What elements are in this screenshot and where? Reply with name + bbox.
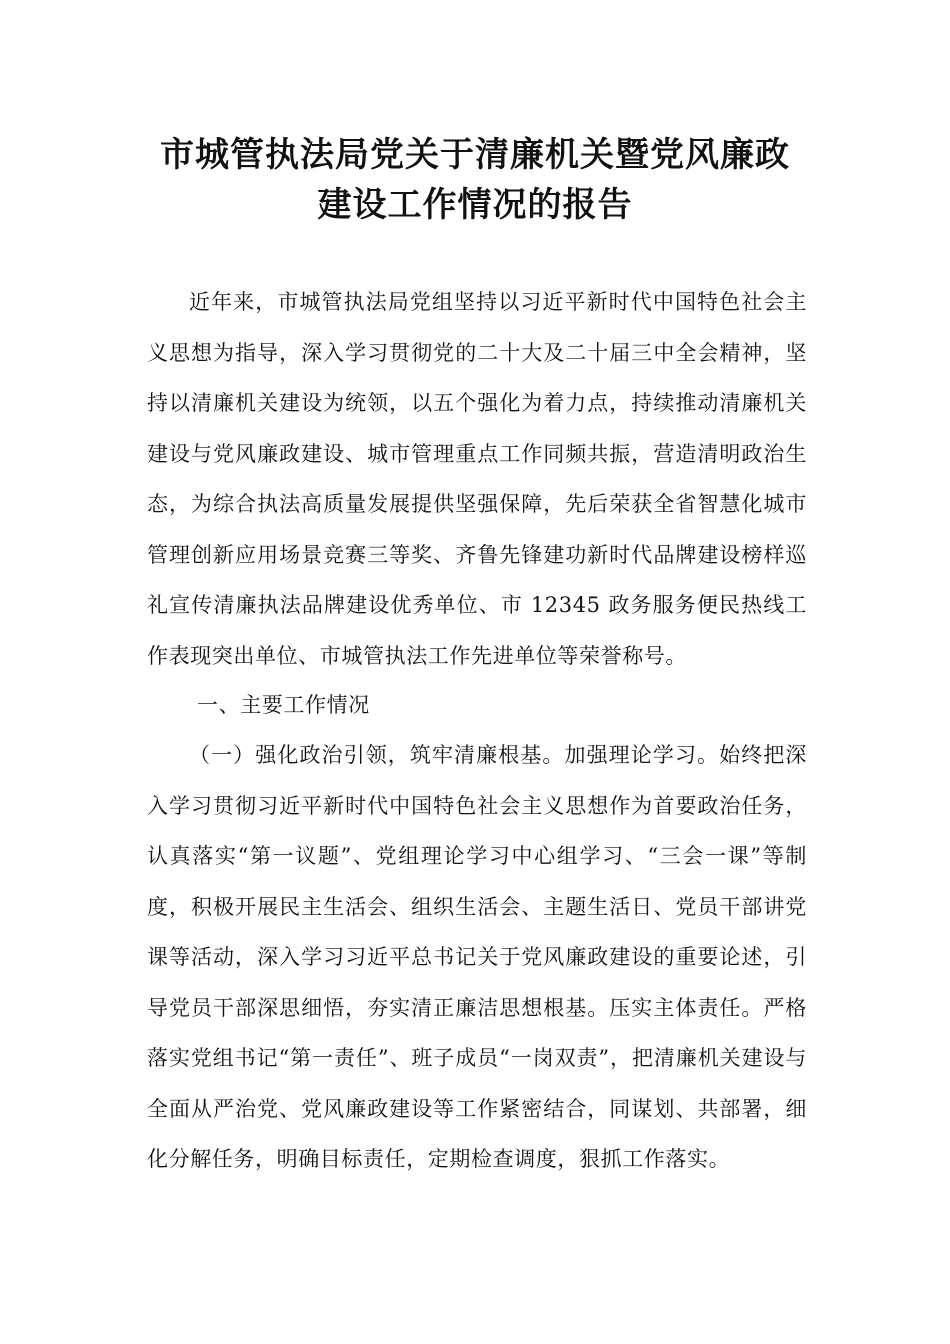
section-heading: 一、主要工作情况 (197, 693, 370, 717)
intro-paragraph: 近年来，市城管执法局党组坚持以习近平新时代中国特色社会主义思想为指导，深入学习贯彻党的二十大及二十届三中全会精神，坚持以清廉机关建设为统领，以五个强化为着力点，持续推动清廉机关建设与党风廉政建设、城市管理重点工作同频共振，营造清明政治生态，为综合执法高质量发展提供坚强保障，先后荣获全省智慧化城市管理创新应用场景竞赛三等奖、齐鲁先锋建功新时代品牌建设榜样巡礼宣传清廉执法品牌建设优秀单位、市 12345 政务服务便民热线工作表现突出单位、市城管执法工作先进单位等荣誉称号。 (147, 290, 807, 668)
document-title-line-2: 建设工作情况的报告 (317, 185, 633, 225)
section-paragraph: （一）强化政治引领，筑牢清廉根基。加强理论学习。始终把深入学习贯彻习近平新时代中国特色社会主义思想作为首要政治任务，认真落实“第一议题”、党组理论学习中心组学习、“三会一课”等制度，积极开展民主生活会、组织生活会、主题生活日、党员干部讲党课等活动，深入学习习近平总书记关于党风廉政建设的重要论述，引导党员干部深思细悟，夯实清正廉洁思想根基。压实主体责任。严格落实党组书记“第一责任”、班子成员“一岗双责”，把清廉机关建设与全面从严治党、党风廉政建设等工作紧密结合，同谋划、共部署，细化分解任务，明确目标责任，定期检查调度，狠抓工作落实。 (147, 743, 807, 1171)
document-title-line-1: 市城管执法局党关于清廉机关暨党风廉政 (160, 135, 790, 175)
